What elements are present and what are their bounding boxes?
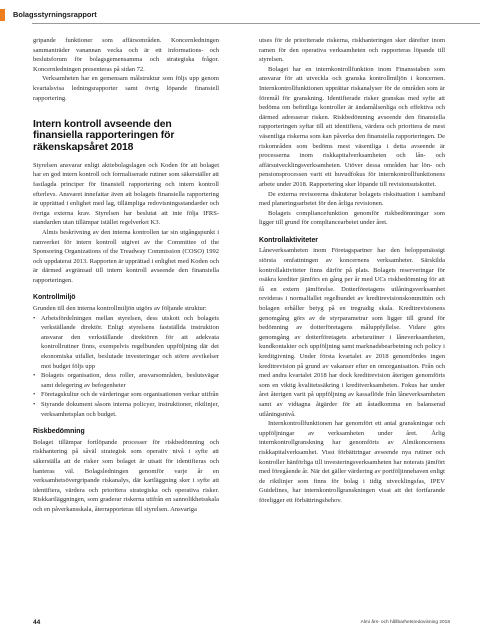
paragraph: Låneverksamheten inom Företagspartner har den beloppsmässigt största omfattningen av koncernens verksamheter. Särskilda kontrollaktiviteter finns därför på plats. Bolagets reserveringar för osäkra krediter jämförs en gång per år med UCs riskbedömning för att få en extern jämförelse. Dotterföretagens utlåningsverksamhet revideras i normalfallet regelbundet av kreditrevisionskommittén och bolagen erhåller betyg på en tregradig skala. Kreditrevisionens genomgång görs av de styrparametrar som ligger till grund för bedömning av dotterföretagens måluppfyllelse. Vidare görs genomgång av dotterföretagets arbetsrutiner i låneverksamheten, kundkontakter och uppföljning samt marknadsbearbetning och policy i kreditgivning. Under första kvartalet av 2018 genomfördes ingen kreditrevision på grund av vakanser efter en omorganisation. Från och med andra kvartalet 2018 har dock kreditrevision återigen genomförts som en viktig kvalitetssäkring i kreditverksamheten. Fokus har under året återigen varit på uppföljning av kassaflöde från låneverksamheten samt av vidtagna åtgärder för att åstadkomma en balanserad utlåningsnivå. [259, 247, 445, 418]
subheading-risk-assessment: Riskbedömning [33, 428, 85, 436]
header-accent-bar [0, 9, 5, 21]
bullet-item: • Bolagets organisation, dess roller, ansvarsområden, beslutsvägar samt delegering av befogenheter [33, 371, 219, 390]
bullet-item: • Styrande dokument såsom interna policyer, instruktioner, riktlinjer, verksamhetsplan och budget. [33, 400, 219, 419]
bullet-item: • Arbetsfördelningen mellan styrelsen, dess utskott och bolagets verkställande direktör. Enligt styrelsens fastställda instruktion ansvarar den verkställande direktören för att adekvata kontrollrutiner finns, exempelvis regelbunden uppföljning där det ekonomiska utfallet, beslutade investeringar och större avvikelser mot budget följs upp [33, 314, 219, 372]
paragraph: De externa revisorerna diskuterar bolagets risksituation i samband med planeringsarbetet för den årliga revisionen. [259, 190, 445, 208]
left-column [33, 36, 219, 515]
bullet-item: • Företagskultur och de värderingar som organisationen verkar utifrån [33, 390, 219, 400]
subheading-control-activities: Kontrollaktiviteter [259, 236, 318, 244]
section-heading-internal-control: Intern kontroll avseende den finansiella rapporteringen för räkenskapsåret 2018 [33, 119, 175, 153]
subheading-control-environment: Kontrollmiljö [33, 294, 76, 302]
paragraph: Bolaget tillämpar fortlöpande processer för riskbedömning och riskhantering på såväl strategisk som operativ nivå i syfte att säkerställa att de risker som bolaget är utsatt för identifieras och hanteras väl. Bolagsledningen genomför varje år en verksamhetsövergripande riskanalys, där kartläggning sker i syfte att identifiera, värdera och prioritera strategiska och operativa risker. Riskkartläggningen, som graderar riskerna utifrån en sannolikhetsskala och en påverkansskala, återrapporteras till styrelsen. Ansvariga [33, 438, 219, 513]
paragraph: Styrelsen ansvarar enligt aktiebolagslagen och Koden för att bolaget har en god intern kontroll och formaliserade rutiner som säkerställer att fastlagda principer för finansiell rapportering och intern kontroll efterlevs. Ansvaret innefattar även att bolagets finansiella rapportering är upprättad i enlighet med lag, tillämpliga redovisningsstandarder och övriga externa krav. Styrelsen har beslutat att inte följa IFRS-standarden utan tillämpar istället regelverket K3. [33, 161, 219, 227]
page-number: 44 [33, 619, 41, 626]
header-divider [32, 23, 480, 24]
right-column [259, 36, 445, 506]
paragraph: Grunden till den interna kontrollmiljön utgörs av följande struktur: [33, 305, 207, 313]
paragraph: utses för de prioriterade riskerna, riskhanteringen sker därefter inom ramen för den operativa verksamheten och rapporteras löpande till styrelsen. [259, 37, 445, 64]
footer-report-title: Almi års- och hållbarhetsredovisning 2018 [360, 620, 450, 625]
running-header-title: Bolagsstyrningsrapport [13, 10, 97, 19]
paragraph: Internkontrollfunktionen har genomfört ett antal granskningar och uppföljningar av verksamheten under året. Årlig internkontrollgranskning har genomförts av Almikoncernens riskkapitalverksamhet. Visst förbättringar avseende nya rutiner och kontroller hänförliga till investeringsverksamheten har noterats jämfört med föregående år. När det gäller värdering av portföljinnehaven enligt de riktlinjer som finns för bolag i tidig utvecklingsfas, IPEV Guidelines, har internkontrollgranskningen visat att det fortfarande föreligger ett förbättringsbehov. [259, 420, 445, 504]
bullet-list [33, 314, 219, 420]
paragraph: gripande funktioner som affärsområden. Koncernledningen sammanträder vanannan vecka och är ett informations- och beslutsforum för bolagsgemensamma och strategiska frågor. Koncernledningen presenteras på sidan 72. [33, 37, 219, 73]
paragraph: Verksamheten har en gemensam målstruktur som följs upp genom kvartalsvisa ledningsrapporter samt övrig löpande finansiell rapportering. [33, 75, 219, 102]
paragraph: Bolaget har en internkontrollfunktion inom Finansstaben som ansvarar för att utveckla och granska kontrollmiljön i koncernen. Internkontrollfunktionen upprättar riskanalyser för de områden som är föremål för granskning. Identifierade risker granskas med syfte att bedöma om befintliga kontroller är ändamålsenliga och effektiva och därmed adresserar risken. Riskbedömning avseende den finansiella rapporteringen syftar till att identifiera, värdera och prioritera de mest väsentliga riskerna som kan påverka den finansiella rapporteringen. De riskområden som bedöms mest väsentliga i detta avseende är processerna inom riskkapitalverksamheten och lån- och affärsutvecklingsverksamheten. Utöver dessa områden har lön- och pensionsprocessen varit ett huvudfokus för internkontrollfunktionens arbete under 2018. Rapportering sker löpande till revisionsutskottet. [259, 65, 445, 188]
paragraph: Almis beskrivning av den interna kontrollen tar sin utgångspunkt i ramverket för intern kontroll utgivet av the Committee of the Sponsoring Organizations of the Treadway Commission (COSO) 1992 och uppdaterat 2013. Rapporten är upprättad i enlighet med Koden och är därmed avgränsad till intern kontroll avseende den finansiella rapporteringen. [33, 228, 219, 284]
paragraph: Bolagets compliancefunktion genomför riskbedömningar som ligger till grund för compliancearbetet under året. [259, 209, 445, 227]
